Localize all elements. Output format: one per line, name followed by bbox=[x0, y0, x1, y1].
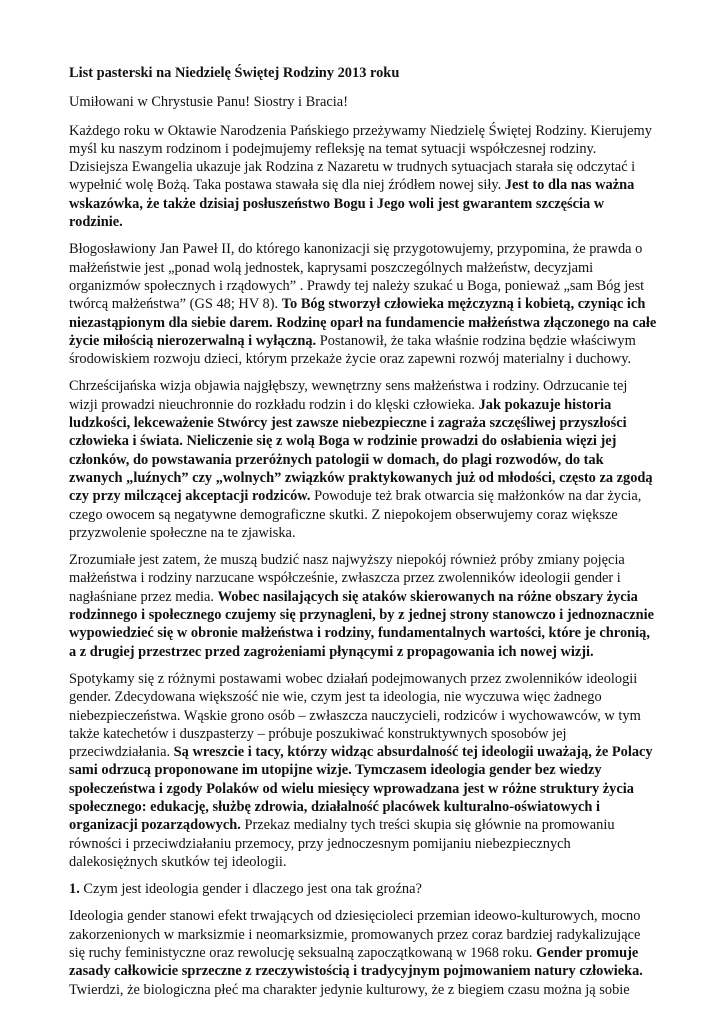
paragraph bbox=[69, 377, 657, 542]
section-heading-text: Czym jest ideologia gender i dlaczego jest ona tak groźna? bbox=[79, 881, 422, 898]
paragraph bbox=[69, 240, 657, 368]
paragraph-bold-text: Są wreszcie i tacy, którzy widząc absurdalność tej ideologii uważają, że Polacy sami odrzucą proponowane im utopijne wizje. Tymczasem ideologia gender bez wiedzy społeczeństwa i zgody Polaków od wielu miesięcy wprowadzana jest w różne struktury życia społecznego: edukację, służbę zdrowia, działalność placówek kulturalno-oświatowych i organizacji pozarządowych. bbox=[69, 744, 653, 834]
greeting: Umiłowani w Chrystusie Panu! Siostry i Bracia! bbox=[69, 94, 348, 111]
paragraph-text: Twierdzi, że biologiczna płeć ma charakter jedynie kulturowy, że z biegiem czasu można ją sobie bbox=[69, 981, 630, 998]
section-number: 1. bbox=[69, 881, 80, 898]
paragraph-text: Spotykamy się z różnymi postawami wobec działań podejmowanych przez zwolenników ideologii gender. Zdecydowana większość nie wie, czym jest ta ideologia, nie wyczuwa więc żadnego niebezpieczeństwa. Wąskie grono osób – zwłaszcza nauczycieli, rodziców i wychowawców, w tym także katechetów i duszpasterzy – próbuje poszukiwać konstruktywnych sposobów jej przeciwdziałania. bbox=[69, 670, 641, 761]
document-title bbox=[69, 64, 657, 82]
paragraph bbox=[69, 670, 657, 871]
section-heading bbox=[69, 880, 657, 898]
paragraph-bold-text: Jest to dla nas ważna wskazówka, że także dzisiaj posłuszeństwo Bogu i Jego woli jest gwarantem szczęścia w rodzinie. bbox=[69, 177, 635, 231]
paragraph bbox=[69, 551, 657, 661]
document-page bbox=[69, 64, 657, 1008]
paragraph bbox=[69, 907, 657, 998]
document-title-text: List pasterski na Niedzielę Świętej Rodziny 2013 roku bbox=[69, 65, 400, 81]
paragraph bbox=[69, 122, 657, 232]
paragraph-bold-text: To Bóg stworzył człowieka mężczyzną i kobietą, czyniąc ich niezastąpionym dla siebie darem. Rodzinę oparł na fundamencie małżeństwa złączonego na całe życie miłością nierozerwalną i wyłączną. bbox=[69, 296, 657, 349]
paragraph-text: Każdego roku w Oktawie Narodzenia Pańskiego przeżywamy Niedzielę Świętej Rodziny. Kierujemy myśl ku naszym rodzinom i podejmujemy refleksję na temat sytuacji współczesnej rodziny. Dzisiejsza Ewangelia ukazuje jak Rodzina z Nazaretu w trudnych sytuacjach starała się odczytać i wypełnić wolę Bożą. Taka postawa stawała się dla niej źródłem nowej siły. bbox=[69, 122, 652, 194]
paragraph-text: Ideologia gender stanowi efekt trwających od dziesięcioleci przemian ideowo-kulturowych, mocno zakorzenionych w marksizmie i neomarksizmie, promowanych przez coraz bardziej radykalizujące się ruchy feministyczne oraz rewolucję seksualną zapoczątkowaną w 1968 roku. bbox=[69, 908, 641, 962]
paragraph-text: Chrześcijańska wizja objawia najgłębszy, wewnętrzny sens małżeństwa i rodziny. Odrzucanie tej wizji prowadzi nieuchronnie do rozkładu rodzin i do klęski człowieka. bbox=[69, 378, 628, 413]
paragraph-bold-text: Gender promuje zasady całkowicie sprzeczne z rzeczywistością i tradycyjnym pojmowaniem natury człowieka. bbox=[69, 945, 643, 980]
paragraph-text: Błogosławiony Jan Paweł II, do którego kanonizacji się przygotowujemy, przypomina, że prawda o małżeństwie jest „ponad wolą jednostek, kaprysami poszczególnych małżeństw, decyzjami organizmów społecznych i rządowych” . Prawdy tej należy szukać u Boga, ponieważ „sam Bóg jest twórcą małżeństwa” (GS 48; HV 8). bbox=[69, 241, 645, 313]
paragraph-bold-text: Jak pokazuje historia ludzkości, lekceważenie Stwórcy jest zawsze niebezpieczne i zagraża szczęśliwej przyszłości człowieka i świata. Nieliczenie się z wolą Boga w rodzinie prowadzi do osłabienia więzi jej członków, do powstawania przeróżnych patologii w domach, do plagi rozwodów, do tak zwanych „luźnych” czy „wolnych” związków praktykowanych już od młodości, często za zgodą czy przy milczącej akceptacji rodziców. bbox=[69, 396, 653, 505]
paragraph-text: Przekaz medialny tych treści skupia się głównie na promowaniu równości i przeciwdziałaniu przemocy, przy jednoczesnym pomijaniu niebezpiecznych dalekosiężnych skutków tej ideologii. bbox=[69, 817, 615, 870]
paragraph-text: Zrozumiałe jest zatem, że muszą budzić nasz najwyższy niepokój również próby zmiany pojęcia małżeństwa i rodziny narzucane współcześnie, zwłaszcza przez zwolenników ideologii gender i nagłaśniane przez media. bbox=[69, 552, 625, 605]
paragraph-text: Powoduje też brak otwarcia się małżonków na dar życia, czego owocem są negatywne demograficzne skutki. Z niepokojem obserwujemy coraz większe przyzwolenie społeczne na te zjawiska. bbox=[69, 488, 642, 541]
paragraph-bold-text: Wobec nasilających się ataków skierowanych na różne obszary życia rodzinnego i społecznego czujemy się przynagleni, by z jednej strony stanowczo i jednoznacznie wypowiedzieć się w obronie małżeństwa i rodziny, fundamentalnych wartości, które je chronią, a z drugiej przestrzec przed zagrożeniami płynącymi z propagowania ich nowej wizji. bbox=[69, 588, 655, 660]
paragraph-text: Postanowił, że taka właśnie rodzina będzie właściwym środowiskiem rozwoju dzieci, którym przekaże życie oraz zapewni rozwój materialny i duchowy. bbox=[69, 332, 636, 368]
